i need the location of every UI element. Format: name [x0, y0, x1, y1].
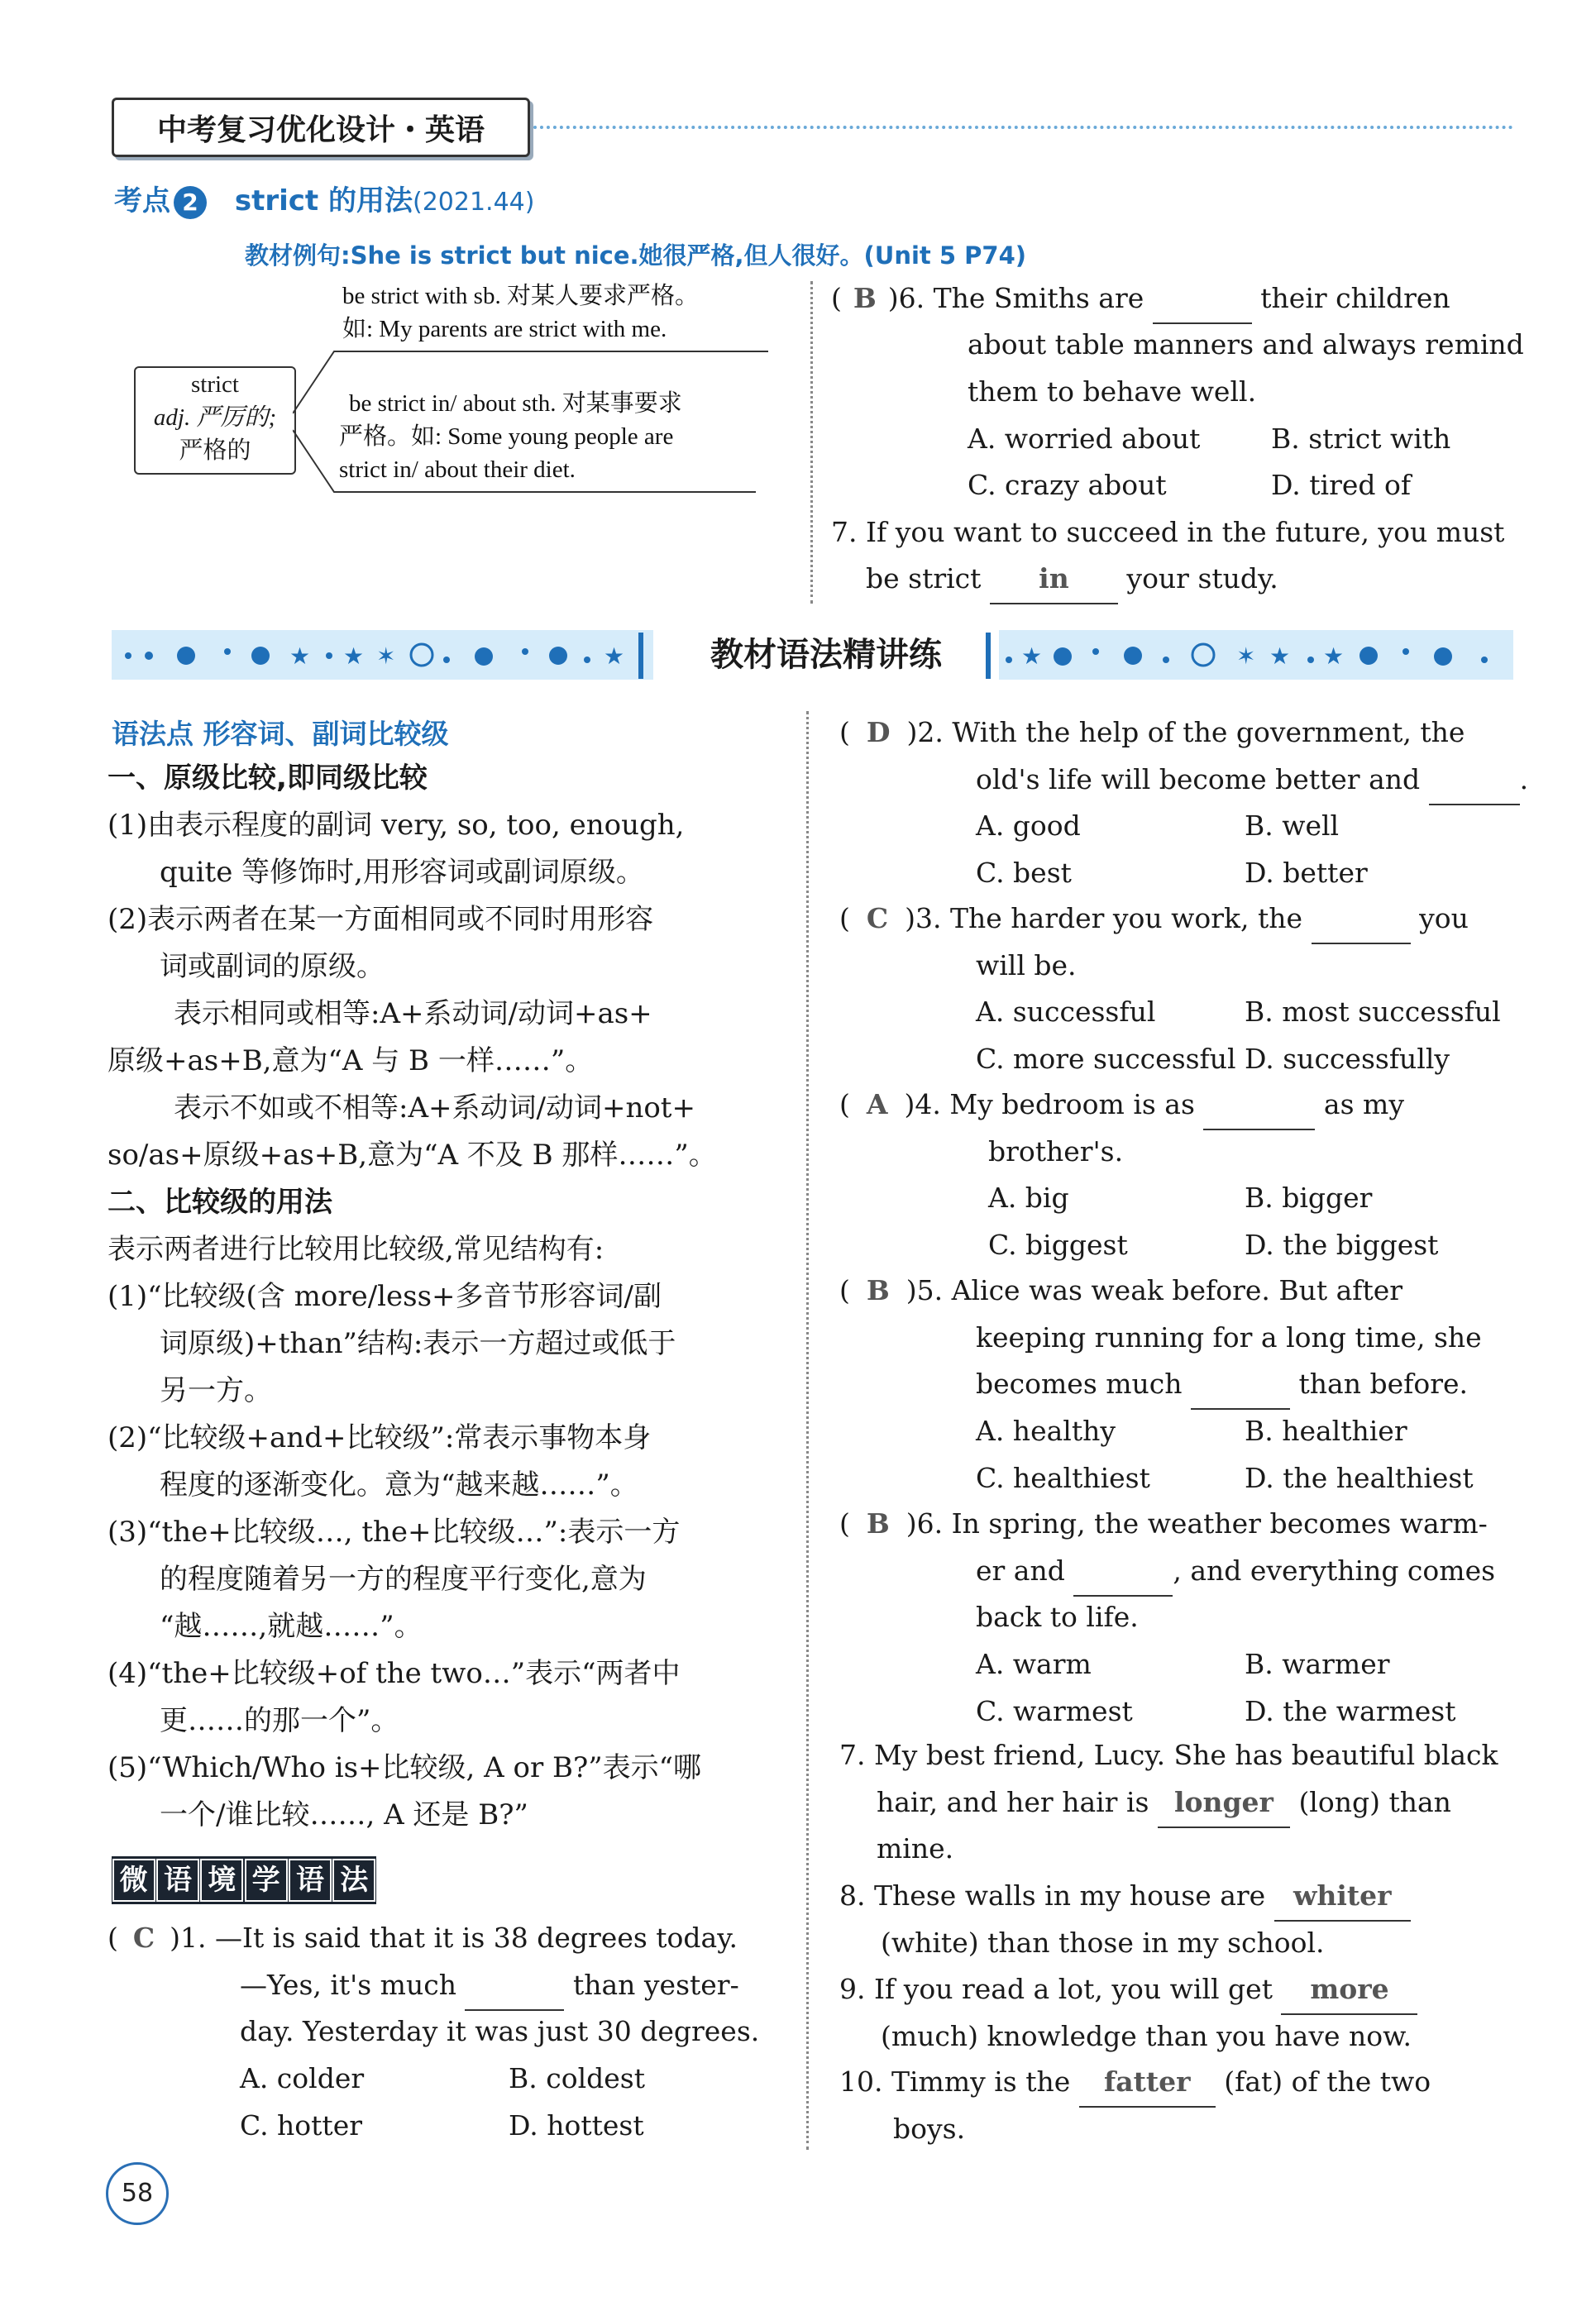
diagram-bottom-line-1: be strict in/ about sth. 对某事要求 — [349, 390, 682, 417]
grammar-line-22: (5)“Which/Who is+比较级, A or B?”表示“哪 — [108, 1751, 702, 1784]
grammar-line-9: so/as+原级+as+B,意为“A 不及 B 那样……”。 — [108, 1139, 717, 1172]
q5-option-a: A. healthy — [976, 1415, 1116, 1447]
q9-line-2: (much) knowledge than you have now. — [881, 2020, 1412, 2052]
top-q6-answer: B — [853, 282, 877, 314]
question-3: ( C )3. The harder you work, the you will be. A. successful B. most successful C. more successful D. successfully — [839, 895, 1517, 1086]
q2-option-d: D. better — [1245, 857, 1368, 889]
q10-answer: fatter — [1079, 2059, 1216, 2108]
question-6: ( B )6. In spring, the weather becomes warm- er and , and everything comes back to life. A. warm B. warmer C. warmest D. the warmest — [839, 1501, 1517, 1741]
q6-answer: B — [866, 1507, 890, 1540]
top-q6-option-b: B. strict with — [1271, 423, 1451, 455]
book-title-box — [112, 98, 530, 157]
micro-char-3: 境 — [200, 1859, 243, 1902]
svg-text:★: ★ — [1021, 642, 1043, 670]
q4-option-a: A. big — [988, 1182, 1069, 1214]
q2-option-a: A. good — [976, 809, 1081, 842]
grammar-line-8: 表示不如或不相等:A+系动词/动词+not+ — [174, 1091, 695, 1125]
q2-line-2: old's life will become better and — [976, 763, 1421, 795]
q5-option-d: D. the healthiest — [1245, 1462, 1474, 1494]
svg-text:★: ★ — [1269, 642, 1291, 670]
q6-line-1: 6. In spring, the weather becomes warm- — [916, 1507, 1488, 1540]
q3-answer: C — [866, 902, 889, 934]
micro-char-5: 语 — [289, 1859, 332, 1902]
top-q7-answer: in — [990, 556, 1118, 604]
banner-bar-left — [638, 633, 643, 679]
question-4: ( A )4. My bedroom is as as my brother's. A. big B. bigger C. biggest D. the biggest — [839, 1082, 1517, 1272]
q3-line-1a: 3. The harder you work, the — [915, 902, 1303, 934]
q3-option-a: A. successful — [976, 996, 1156, 1028]
q4-option-c: C. biggest — [988, 1229, 1128, 1261]
q2-line-1: 2. With the help of the government, the — [917, 716, 1465, 748]
question-9 — [839, 1966, 1517, 2061]
diagram-bottom-text — [339, 387, 682, 486]
q3-line-2: will be. — [976, 949, 1077, 981]
q5-option-b: B. healthier — [1245, 1415, 1407, 1447]
strict-word: strict — [191, 371, 239, 398]
q5-line-3b: than before. — [1298, 1368, 1468, 1400]
q5-answer: B — [866, 1274, 890, 1306]
kaodian-title: strict 的用法 — [234, 184, 413, 217]
q1-answer: C — [132, 1922, 155, 1954]
top-q6-option-a: A. worried about — [968, 423, 1201, 455]
strict-pos: adj. 严厉的; — [153, 404, 277, 431]
q6-option-d: D. the warmest — [1245, 1695, 1456, 1727]
top-question-6: ( B )6. The Smiths are their children about table manners and always remind them to behave well. A. worried about B. strict with C. crazy about D. tired of — [831, 275, 1517, 515]
grammar-line-6: 表示相同或相等:A+系动词/动词+as+ — [174, 997, 652, 1030]
top-q6-blank — [1153, 275, 1252, 324]
q9-answer: more — [1281, 1966, 1417, 2015]
grammar-line-2: (1)由表示程度的副词 very, so, too, enough, — [108, 809, 685, 842]
q1-line-2a: —Yes, it's much — [240, 1969, 456, 2001]
banner-bar-right — [986, 633, 991, 679]
grammar-line-13: 词原级)+than”结构:表示一方超过或低于 — [160, 1327, 676, 1360]
q6-option-c: C. warmest — [976, 1695, 1133, 1727]
q5-line-1: 5. Alice was weak before. But after — [916, 1274, 1403, 1306]
q1-line-1: 1. —It is said that it is 38 degrees today. — [180, 1922, 738, 1954]
micro-context-label — [112, 1856, 376, 1904]
q6-option-b: B. warmer — [1245, 1648, 1390, 1680]
micro-char-2: 语 — [156, 1859, 199, 1902]
q7-line-2a: hair, and her hair is — [877, 1786, 1149, 1818]
top-q6-option-c: C. crazy about — [968, 469, 1167, 501]
q3-line-1b: you — [1419, 902, 1469, 934]
diagram-bottom-line-3: strict in/ about their diet. — [339, 456, 576, 483]
q3-option-b: B. most successful — [1245, 996, 1501, 1028]
strict-meaning: 严格的 — [179, 437, 251, 464]
q1-line-3: day. Yesterday it was just 30 degrees. — [240, 2015, 760, 2047]
q1-blank — [465, 1962, 564, 2011]
grammar-line-18: 的程度随着另一方的程度平行变化,意为 — [160, 1563, 647, 1596]
q4-answer: A — [866, 1088, 888, 1120]
q3-blank — [1312, 895, 1411, 944]
question-2: ( D )2. With the help of the government, the old's life will become better and . A. good B. well C. best D. better — [839, 709, 1517, 900]
banner-title: 教材语法精讲练 — [653, 622, 999, 688]
q2-option-c: C. best — [976, 857, 1072, 889]
q7-line-1: 7. My best friend, Lucy. She has beautiful black — [839, 1739, 1498, 1771]
q5-line-2: keeping running for a long time, she — [976, 1321, 1482, 1354]
grammar-line-1: 一、原级比较,即同级比较 — [108, 762, 428, 795]
q5-option-c: C. healthiest — [976, 1462, 1150, 1494]
grammar-heading: 语法点 形容词、副词比较级 — [112, 718, 449, 750]
q4-blank — [1203, 1082, 1315, 1130]
grammar-line-15: (2)“比较级+and+比较级”:常表示事物本身 — [108, 1421, 652, 1454]
micro-char-1: 微 — [112, 1859, 155, 1902]
header-dotted-rule — [533, 126, 1513, 129]
grammar-line-16: 程度的逐渐变化。意为“越来越……”。 — [160, 1468, 638, 1502]
q1-option-c: C. hotter — [240, 2109, 363, 2142]
q4-option-d: D. the biggest — [1245, 1229, 1439, 1261]
q3-option-c: C. more successful — [976, 1043, 1236, 1075]
q8-line-2: (white) than those in my school. — [881, 1927, 1325, 1959]
q4-line-1a: 4. My bedroom is as — [915, 1088, 1195, 1120]
q2-blank — [1429, 757, 1520, 805]
top-column-divider — [810, 281, 813, 604]
svg-text:★: ★ — [343, 642, 365, 670]
top-q6-line-1b: their children — [1260, 282, 1450, 314]
q3-option-d: D. successfully — [1245, 1043, 1450, 1075]
top-question-7 — [831, 509, 1517, 609]
q6-option-a: A. warm — [976, 1648, 1092, 1680]
top-q6-line-2: about table manners and always remind — [968, 328, 1524, 361]
svg-text:★: ★ — [289, 642, 311, 670]
svg-text:✶: ✶ — [376, 642, 396, 670]
q1-line-2b: than yester- — [572, 1969, 739, 2001]
q4-option-b: B. bigger — [1245, 1182, 1373, 1214]
q5-blank — [1191, 1361, 1290, 1410]
question-8 — [839, 1873, 1517, 1968]
micro-char-4: 学 — [245, 1859, 288, 1902]
q2-answer: D — [866, 716, 891, 748]
textbook-example: 教材例句:She is strict but nice.她很严格,但人很好。(Unit 5 P74) — [245, 241, 1027, 270]
q7-line-3: mine. — [877, 1832, 954, 1865]
bottom-column-divider — [806, 711, 809, 2150]
grammar-line-14: 另一方。 — [160, 1374, 272, 1407]
svg-text:★: ★ — [604, 642, 625, 670]
top-q7-line-2b: your study. — [1126, 562, 1278, 595]
grammar-line-3: quite 等修饰时,用形容词或副词原级。 — [160, 856, 644, 889]
top-q6-line-1: 6. The Smiths are — [898, 282, 1144, 314]
q4-line-2: brother's. — [988, 1135, 1124, 1168]
question-10 — [839, 2059, 1517, 2154]
q10-line-2: boys. — [893, 2113, 966, 2145]
svg-text:★: ★ — [1323, 642, 1345, 670]
q4-line-1b: as my — [1323, 1088, 1404, 1120]
grammar-line-4: (2)表示两者在某一方面相同或不同时用形容 — [108, 903, 654, 936]
q7-line-2b: (long) than — [1298, 1786, 1451, 1818]
micro-char-6: 法 — [332, 1859, 375, 1902]
q6-line-2a: er and — [976, 1554, 1065, 1587]
banner-left-decoration — [116, 635, 637, 676]
q9-line-1: 9. If you read a lot, you will get — [839, 1973, 1273, 2005]
top-q6-option-d: D. tired of — [1271, 469, 1412, 501]
svg-text:✶: ✶ — [1236, 642, 1256, 670]
grammar-line-7: 原级+as+B,意为“A 与 B 一样……”。 — [108, 1044, 594, 1077]
grammar-line-19: “越……,就越……”。 — [160, 1610, 423, 1643]
question-7 — [839, 1732, 1517, 1877]
q5-line-3a: becomes much — [976, 1368, 1183, 1400]
diagram-top-text — [342, 279, 699, 346]
kaodian-number: 2 — [174, 186, 207, 219]
top-q7-line-2a: be strict — [866, 562, 982, 595]
strict-box — [134, 366, 296, 475]
kaodian-year: (2021.44) — [413, 188, 535, 217]
q1-option-a: A. colder — [240, 2062, 365, 2094]
kaodian-label: 考点 — [114, 184, 170, 217]
page-number: 58 — [106, 2162, 169, 2225]
grammar-line-10: 二、比较级的用法 — [108, 1186, 332, 1219]
question-5: ( B )5. Alice was weak before. But after keeping running for a long time, she becomes much than before. A. healthy B. healthier C. healthiest D. the healthiest — [839, 1268, 1517, 1507]
grammar-notes — [108, 755, 781, 1839]
q1-option-b: B. coldest — [509, 2062, 645, 2094]
q2-option-b: B. well — [1245, 809, 1340, 842]
grammar-line-17: (3)“the+比较级…, the+比较级…”:表示一方 — [108, 1516, 681, 1549]
top-q7-line-1: 7. If you want to succeed in the future, you must — [831, 516, 1505, 548]
book-title: 中考复习优化设计・英语 — [156, 112, 485, 147]
grammar-line-20: (4)“the+比较级+of the two…”表示“两者中 — [108, 1657, 681, 1690]
diagram-top-line-1: be strict with sb. 对某人要求严格。 — [342, 283, 699, 309]
q7-answer: longer — [1158, 1779, 1290, 1828]
grammar-line-11: 表示两者进行比较用比较级,常见结构有: — [108, 1233, 604, 1266]
q10-line-1b: (fat) of the two — [1224, 2065, 1431, 2098]
banner-right-decoration — [996, 635, 1509, 676]
q6-blank — [1073, 1548, 1173, 1597]
q6-line-3: back to life. — [976, 1601, 1139, 1633]
diagram-top-line-2: 如: My parents are strict with me. — [342, 316, 667, 342]
q8-line-1: 8. These walls in my house are — [839, 1879, 1266, 1912]
question-1: ( C )1. —It is said that it is 38 degrees today. —Yes, it's much than yester- day. Yesterday it was just 30 degrees. A. colder B. coldest C. hotter D. hottest — [108, 1915, 786, 2155]
grammar-line-12: (1)“比较级(含 more/less+多音节形容词/副 — [108, 1280, 662, 1313]
q8-answer: whiter — [1274, 1873, 1411, 1922]
kaodian-heading — [114, 178, 534, 219]
grammar-line-21: 更……的那一个”。 — [160, 1704, 399, 1737]
q10-line-1a: 10. Timmy is the — [839, 2065, 1071, 2098]
q1-option-d: D. hottest — [509, 2109, 644, 2142]
top-q6-line-3: them to behave well. — [968, 375, 1257, 408]
diagram-bottom-line-2: 严格。如: Some young people are — [339, 423, 674, 450]
grammar-line-23: 一个/谁比较……, A 还是 B?” — [160, 1798, 528, 1831]
q6-line-2b: , and everything comes — [1173, 1554, 1496, 1587]
grammar-line-5: 词或副词的原级。 — [160, 950, 385, 983]
